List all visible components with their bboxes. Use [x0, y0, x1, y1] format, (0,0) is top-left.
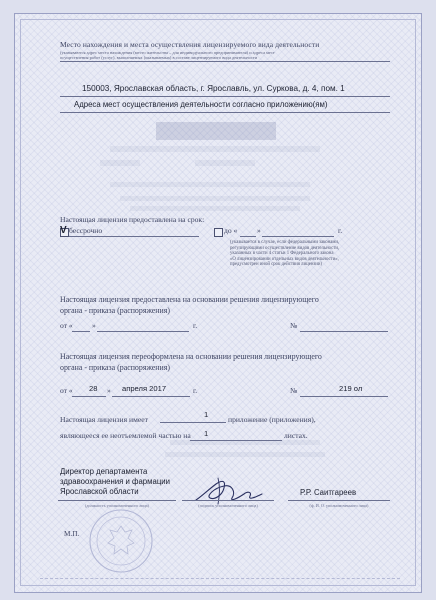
appendix-part-count: 1 [204, 429, 209, 438]
reissue-year-suffix: г. [193, 386, 198, 395]
option-until-label: до « [224, 226, 238, 235]
reissue-number-sign: № [290, 386, 298, 395]
appendix-part-suffix: листах. [284, 431, 308, 440]
reissue-line-2: органа - приказа (распоряжения) [60, 363, 170, 372]
basis-number-underline [300, 331, 388, 332]
watermark-block [195, 160, 255, 166]
checkbox-indefinite-mark: V [60, 225, 67, 236]
places-value: Адреса мест осуществления деятельности согласно приложению(ям) [74, 100, 328, 109]
watermark-block [110, 182, 310, 187]
reissue-quote-close: » [107, 386, 111, 395]
reissue-number-value: 219 ол [339, 384, 363, 393]
address-underline [60, 61, 390, 62]
position-underline [58, 500, 176, 501]
reissue-number-underline [300, 396, 388, 397]
term-note-5: предусмотрен иной срок действия лицензии) [230, 262, 323, 267]
signer-underline [288, 500, 390, 501]
watermark-block [156, 122, 276, 140]
watermark-block [120, 196, 310, 201]
watermark-block [110, 146, 320, 152]
position-line-3: Ярославской области [60, 487, 139, 496]
signer-name: Р.Р. Саитгареев [300, 488, 357, 497]
reissue-date-underline [112, 396, 190, 397]
watermark-block [130, 206, 300, 211]
address-value: 150003, Ярославская область, г. Ярославль, ул. Суркова, д. 4, пом. 1 [82, 84, 345, 93]
term-note-4: «О лицензировании отдельных видов деятельности», [230, 256, 339, 262]
header-subtitle-1: (указываются адрес места нахождения (место жительства – для индивидуального предпринимателя) и адреса мест [60, 50, 275, 55]
signature-underline [182, 500, 274, 501]
basis-number-sign: № [290, 321, 298, 330]
position-line-1: Директор департамента [60, 467, 148, 476]
appendix-part-label: являющееся ее неотъемлемой частью на [60, 431, 191, 440]
basis-date-underline [97, 331, 189, 332]
address-underline-2 [60, 96, 390, 97]
bottom-ornament [40, 578, 400, 583]
watermark-block [165, 452, 325, 457]
until-date-underline [262, 236, 334, 237]
reissue-from-label: от « [60, 386, 73, 395]
checkbox-until[interactable] [214, 228, 223, 237]
reissue-day-underline [72, 396, 106, 397]
term-note-1: (указывается в случае, если федеральными законами, [230, 240, 340, 245]
basis-year-suffix: г. [193, 321, 198, 330]
position-line-2: здравоохранения и фармации [60, 477, 171, 486]
basis-day-underline [72, 331, 90, 332]
reissue-day-value: 28 [89, 384, 98, 393]
position-hint: (должность уполномоченного лица) [84, 503, 150, 508]
basis-line-1: Настоящая лицензия предоставлена на основании решения лицензирующего [60, 295, 319, 304]
appendix-part-underline [190, 440, 282, 441]
indefinite-underline [69, 236, 199, 237]
watermark-block [100, 160, 140, 166]
stamp-label: М.П. [64, 530, 80, 538]
official-seal [88, 508, 154, 574]
appendix-has-underline [160, 422, 226, 423]
until-day-underline [240, 236, 256, 237]
basis-line-2: органа - приказа (распоряжения) [60, 306, 170, 315]
appendix-has-label: Настоящая лицензия имеет [60, 415, 148, 424]
header-subtitle-2: осуществления работ (услуг), выполняемых (оказываемых) в составе лицензируемого вида деятельности [60, 55, 258, 60]
term-note-2: регулирующими осуществление видов деятельности, [230, 245, 340, 251]
signature-hint: (подпись уполномоченного лица) [198, 503, 258, 508]
reissue-month-year-value: апреля 2017 [122, 384, 167, 393]
term-label: Настоящая лицензия предоставлена на срок: [60, 215, 205, 224]
term-note-3: указанных в части 4 статьи 1 Федерального закона [230, 251, 334, 256]
header-title: Место нахождения и места осуществления лицензируемого вида деятельности [60, 40, 320, 49]
appendix-has-count: 1 [204, 410, 209, 419]
until-year-suffix: г. [338, 226, 343, 235]
signer-hint: (ф. И. О. уполномоченного лица) [309, 503, 369, 508]
reissue-line-1: Настоящая лицензия переоформлена на основании решения лицензирующего [60, 352, 322, 361]
option-indefinite-label: бессрочно [69, 226, 103, 235]
places-underline [60, 112, 390, 113]
appendix-has-suffix: приложение (приложения), [228, 415, 316, 424]
basis-from-label: от « [60, 321, 73, 330]
until-quote-close: » [257, 226, 261, 235]
basis-quote-close: » [92, 321, 96, 330]
